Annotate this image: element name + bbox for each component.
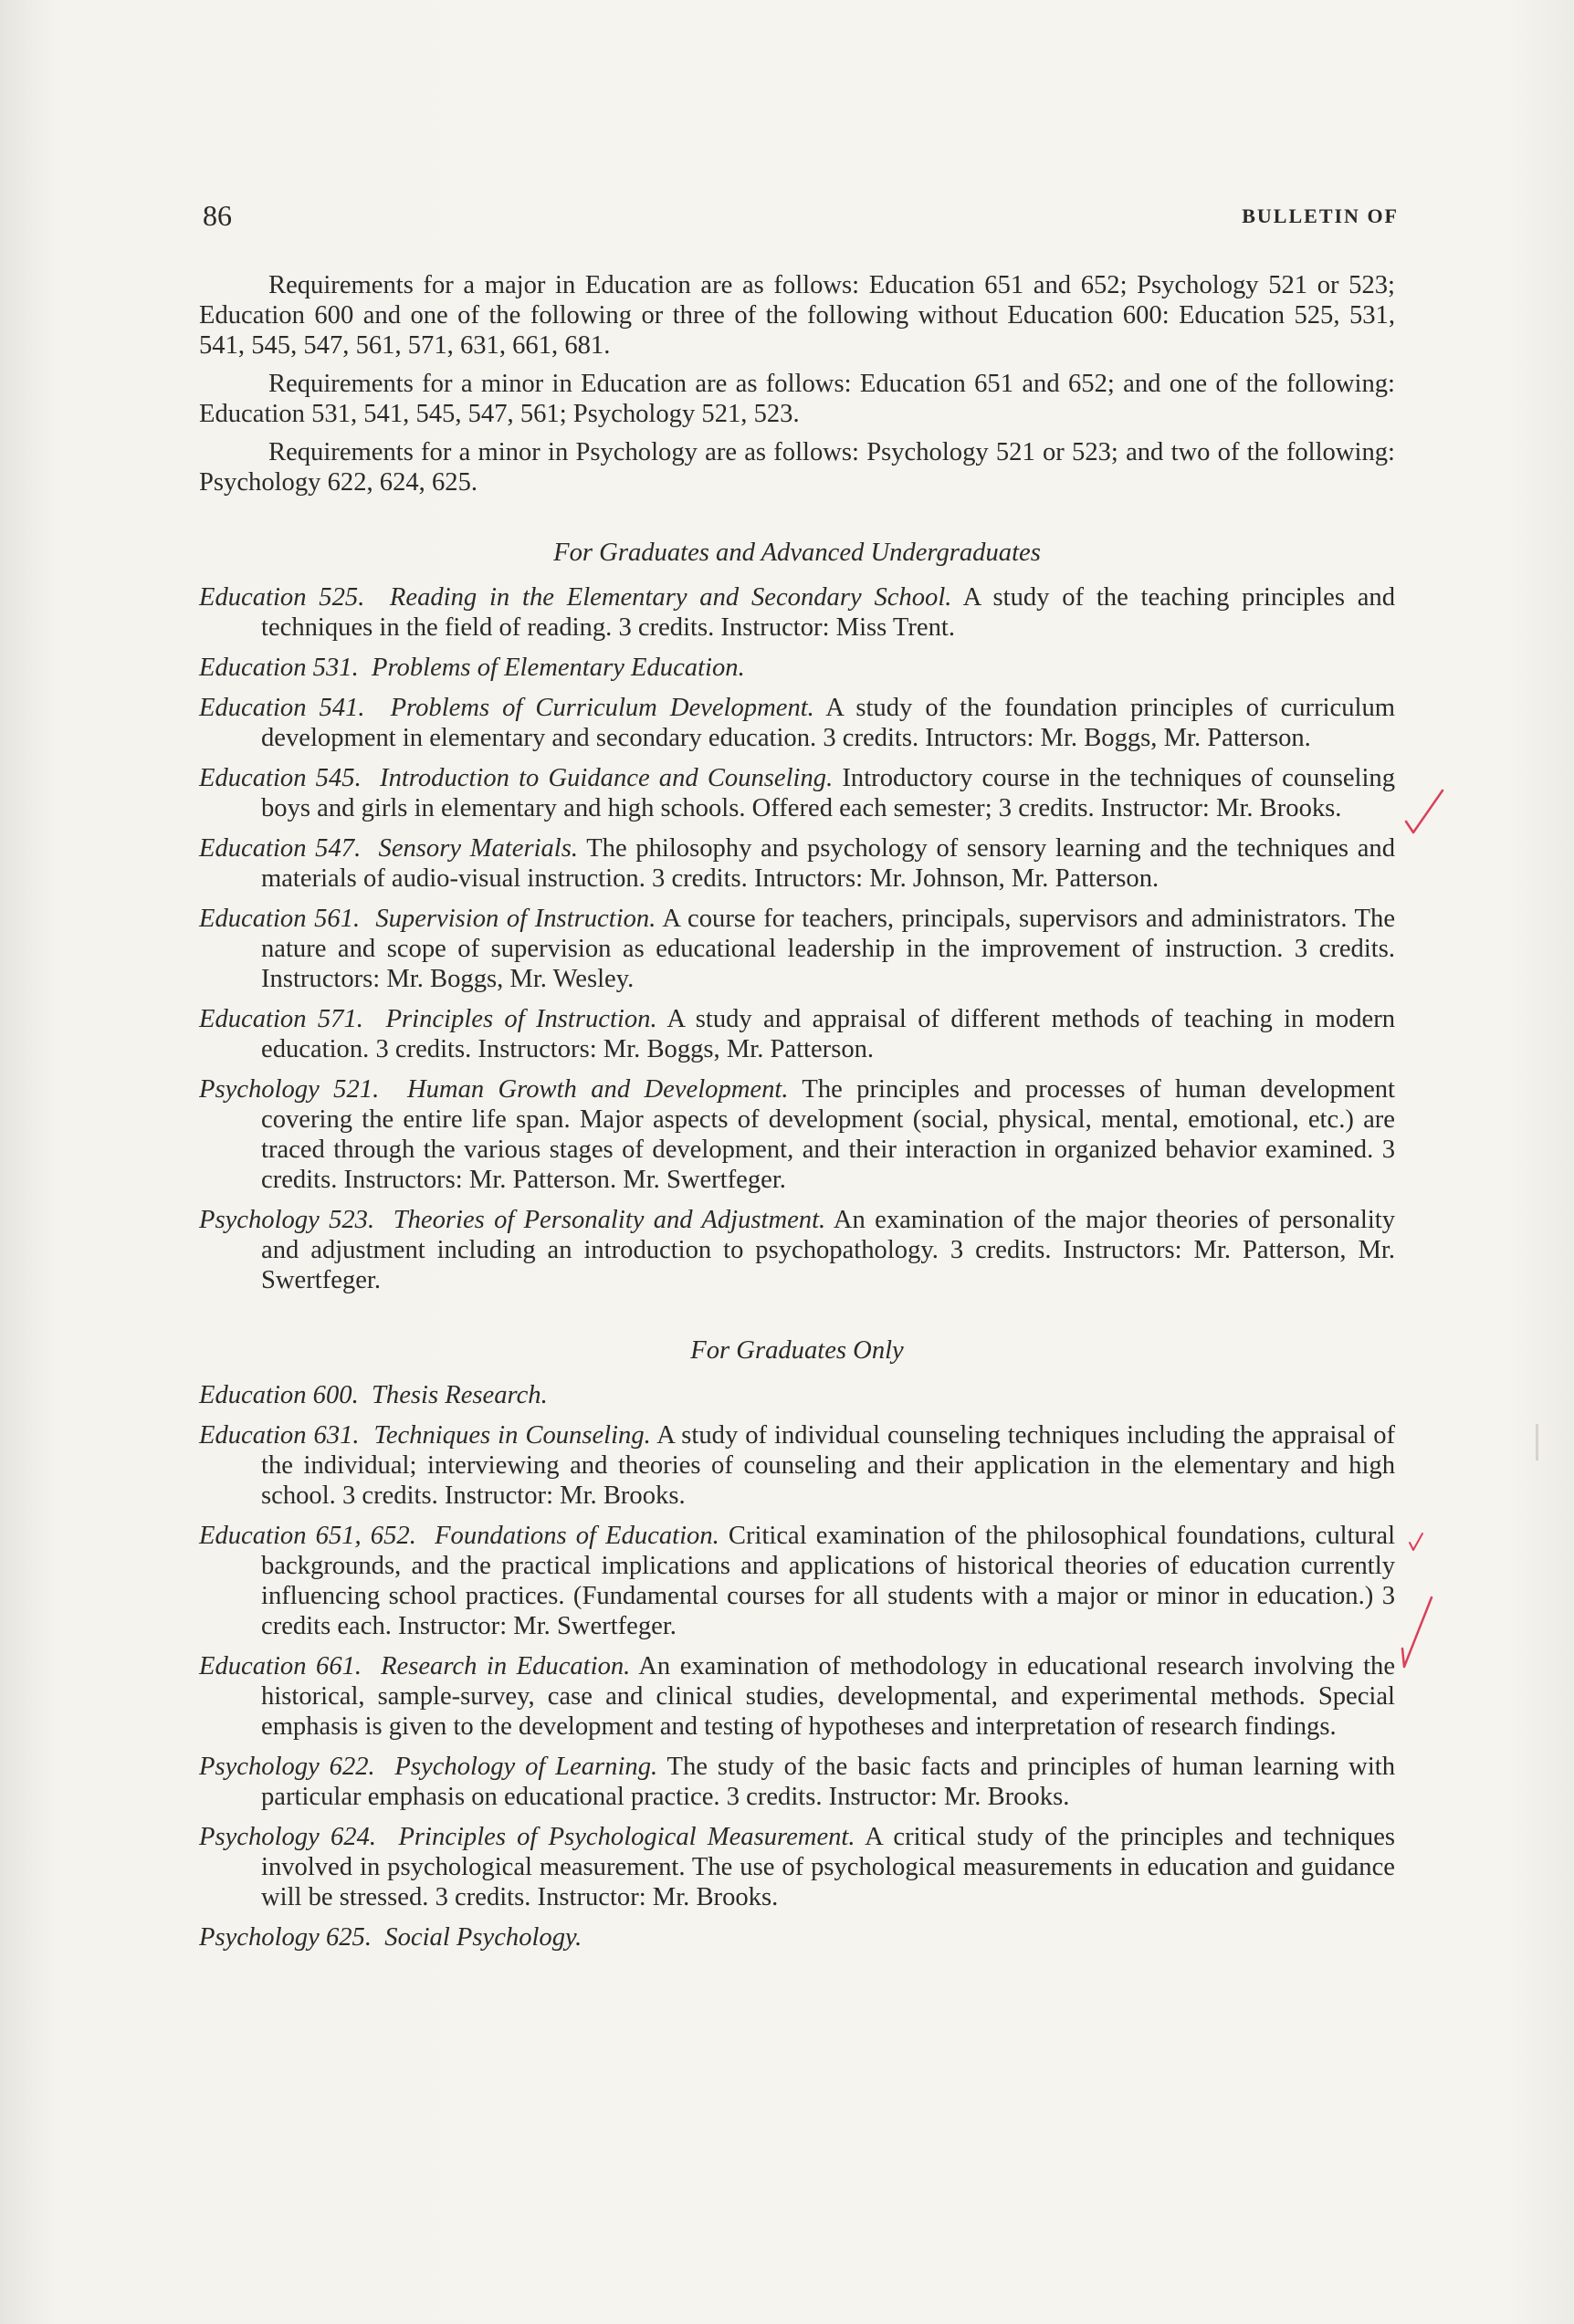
- course-title: Thesis Research.: [372, 1381, 548, 1409]
- course-code: Education 631.: [199, 1421, 360, 1450]
- scan-artifact: [1536, 1424, 1538, 1460]
- course-entry: [199, 1922, 1395, 1952]
- requirements-major-education: Requirements for a major in Education are as follows: Education 651 and 652; Psychology 521 or 523; Education 600 and one of the following or three of the following without Education 600: Education 525, 531, 541, 545, 547, 561, 571, 631, 661, 681.: [199, 271, 1395, 360]
- course-entry: [199, 1074, 1395, 1195]
- course-title: Psychology of Learning.: [394, 1753, 658, 1781]
- course-description: A course for teachers, principals, supervisors and administrators. The nature and scope of supervision as educational leadership in the improvement of instruction. 3 credits. Instructors: Mr. Boggs, Mr. Wesley.: [261, 905, 1396, 993]
- course-entry: [199, 1380, 1395, 1410]
- course-description: The principles and processes of human development covering the entire life span. Major aspects of development (social, physical, mental, emotional, etc.) are traced through the various stages of development, and their interaction in organized behavior examined. 3 credits. Instructors: Mr. Patterson. Mr. Swertfeger.: [261, 1075, 1395, 1194]
- requirements-minor-psychology: Requirements for a minor in Psychology are as follows: Psychology 521 or 523; and two of the following: Psychology 622, 624, 625.: [199, 438, 1395, 497]
- course-title: Reading in the Elementary and Secondary School.: [389, 583, 952, 612]
- course-title: Techniques in Counseling.: [373, 1421, 651, 1450]
- page-header: [203, 199, 1399, 236]
- course-entry: [199, 1004, 1395, 1064]
- course-title: Sensory Materials.: [378, 834, 579, 863]
- course-description: Critical examination of the philosophical foundations, cultural backgrounds, and the practical implications and applications of historical theories of education currently influencing school practices. (Fundamental courses for all students with a major or minor in education.) 3 credits each. Instructor: Mr. Swertfeger.: [261, 1522, 1396, 1640]
- course-description: A study of individual counseling techniques including the appraisal of the individual; interviewing and theories of counseling and their application in the elementary and high school. 3 credits. Instructor: Mr. Brooks.: [261, 1421, 1396, 1510]
- course-title: Problems of Curriculum Development.: [390, 694, 814, 722]
- checkmark-icon: [1402, 787, 1446, 838]
- course-description: A study and appraisal of different methods of teaching in modern education. 3 credits. Instructors: Mr. Boggs, Mr. Patterson.: [261, 1005, 1396, 1063]
- checkmark-icon: [1406, 1530, 1428, 1557]
- page-body: [199, 270, 1395, 1963]
- course-code: Education 651, 652.: [199, 1522, 416, 1550]
- course-code: Psychology 521.: [199, 1075, 380, 1104]
- course-entry: [199, 1521, 1395, 1641]
- course-code: Education 561.: [199, 905, 361, 933]
- course-entry: [199, 1205, 1395, 1295]
- course-description: An examination of the major theories of personality and adjustment including an introduction to psychopathology. 3 credits. Instructors: Mr. Patterson, Mr. Swertfeger.: [261, 1206, 1395, 1294]
- course-entry: [199, 1752, 1395, 1812]
- course-description: Introductory course in the techniques of counseling boys and girls in elementary and high schools. Offered each semester; 3 credits. Instructor: Mr. Brooks.: [261, 764, 1396, 822]
- course-title: Introduction to Guidance and Counseling.: [380, 764, 834, 792]
- course-title: Supervision of Instruction.: [375, 905, 656, 933]
- course-entry: [199, 1651, 1395, 1742]
- page-number: 86: [203, 199, 232, 232]
- course-title: Social Psychology.: [384, 1923, 582, 1952]
- course-code: Psychology 624.: [199, 1823, 377, 1851]
- course-entry: [199, 833, 1395, 894]
- course-code: Education 525.: [199, 583, 365, 612]
- course-description: A critical study of the principles and techniques involved in psychological measurement. The use of psychological measurements in education and guidance will be stressed. 3 credits. Instructor: Mr. Brooks.: [261, 1823, 1396, 1911]
- course-code: Psychology 622.: [199, 1753, 375, 1781]
- course-entry: [199, 693, 1395, 753]
- course-description: The study of the basic facts and principles of human learning with particular emphasis on educational practice. 3 credits. Instructor: Mr. Brooks.: [261, 1753, 1395, 1811]
- course-code: Education 531.: [199, 654, 359, 682]
- course-title: Human Growth and Development.: [406, 1075, 789, 1104]
- course-description: A study of the teaching principles and techniques in the field of reading. 3 credits. Instructor: Miss Trent.: [261, 583, 1396, 642]
- course-code: Psychology 625.: [199, 1923, 372, 1952]
- running-head: BULLETIN OF: [1242, 204, 1399, 227]
- course-code: Psychology 523.: [199, 1206, 375, 1234]
- course-title: Principles of Instruction.: [385, 1005, 657, 1033]
- course-code: Education 545.: [199, 764, 362, 792]
- course-title: Problems of Elementary Education.: [372, 654, 745, 682]
- course-title: Principles of Psychological Measurement.: [398, 1823, 855, 1851]
- course-description: A study of the foundation principles of curriculum development in elementary and secondary education. 3 credits. Intructors: Mr. Boggs, Mr. Patterson.: [261, 694, 1396, 752]
- section-heading-advanced: For Graduates and Advanced Undergraduates: [553, 539, 1041, 567]
- course-list-graduates: [199, 1380, 1395, 1952]
- course-entry: [199, 763, 1395, 823]
- requirements-minor-education: Requirements for a minor in Education are as follows: Education 651 and 652; and one of the following: Education 531, 541, 545, 547, 561; Psychology 521, 523.: [199, 370, 1395, 428]
- course-list-advanced: [199, 582, 1395, 1295]
- course-code: Education 541.: [199, 694, 365, 722]
- course-title: Theories of Personality and Adjustment.: [393, 1206, 826, 1234]
- course-entry: [199, 1420, 1395, 1511]
- course-entry: [199, 904, 1395, 994]
- course-entry: [199, 582, 1395, 643]
- course-entry: [199, 653, 1395, 683]
- course-code: Education 547.: [199, 834, 362, 863]
- course-entry: [199, 1822, 1395, 1912]
- section-heading-graduates: For Graduates Only: [690, 1336, 904, 1365]
- course-description: The philosophy and psychology of sensory learning and the techniques and materials of audio-visual instruction. 3 credits. Intructors: Mr. Johnson, Mr. Patterson.: [261, 834, 1395, 893]
- course-code: Education 661.: [199, 1652, 362, 1680]
- course-title: Foundations of Education.: [435, 1522, 719, 1550]
- checkmark-icon: [1395, 1594, 1437, 1670]
- course-code: Education 600.: [199, 1381, 359, 1409]
- course-code: Education 571.: [199, 1005, 363, 1033]
- course-description: An examination of methodology in educational research involving the historical, sample-survey, case and clinical studies, developmental, and experimental methods. Special emphasis is given to the development and testing of hypotheses and interpretation of research findings.: [261, 1652, 1396, 1741]
- course-title: Research in Education.: [381, 1652, 631, 1680]
